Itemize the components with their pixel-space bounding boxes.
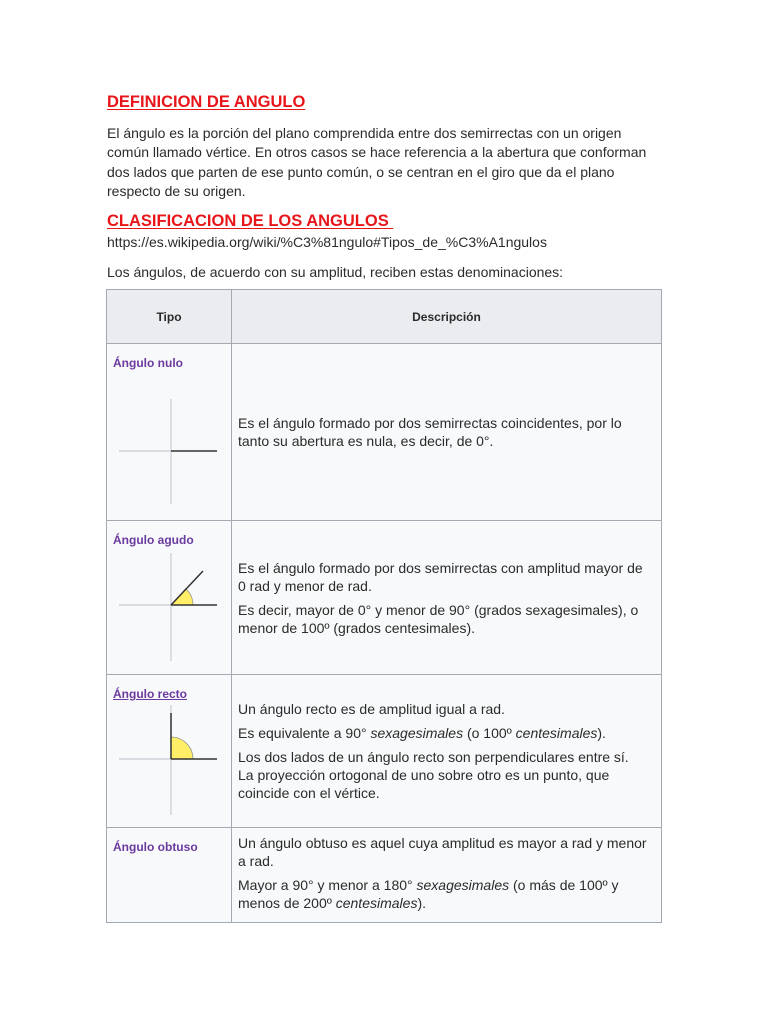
definition-text: El ángulo es la porción del plano comprendida entre dos semirrectas con un origen común llamado vértice. En otros casos se hace referencia a la abertura que conforman dos lados que parten de ese punto común, o se centran en el giro que da el plano respecto de su origen. <box>107 125 647 199</box>
obtuse-desc-2b: sexagesimales <box>416 877 510 893</box>
table-row <box>107 828 662 923</box>
acute-angle-diagram <box>107 521 231 674</box>
source-url[interactable]: https://es.wikipedia.org/wiki/%C3%81ngulo#Tipos_de_%C3%A1ngulos <box>107 234 547 250</box>
header-type: Tipo <box>107 290 232 344</box>
type-cell-null <box>107 344 232 521</box>
acute-desc-2: Es decir, mayor de 0° y menor de 90° (grados sexagesimales), o menor de 100º (grados centesimales). <box>238 601 639 636</box>
right-desc-2d: centesimales <box>515 725 598 741</box>
definition-heading: DEFINICION DE ANGULO <box>107 93 306 111</box>
right-desc-2a: Es equivalente a 90° <box>238 725 371 741</box>
type-label-right[interactable]: Ángulo recto <box>113 687 187 701</box>
type-label-obtuse[interactable]: Ángulo obtuso <box>113 840 198 854</box>
desc-cell-obtuse <box>232 828 662 923</box>
obtuse-desc-1: Un ángulo obtuso es aquel cuya amplitud es mayor a rad y menor a rad. <box>238 835 647 869</box>
angle-types-table <box>106 289 662 923</box>
obtuse-desc-2d: centesimales <box>335 895 418 911</box>
type-cell-right <box>107 675 232 828</box>
null-desc: Es el ángulo formado por dos semirrectas coincidentes, por lo tanto su abertura es nula, es decir, de 0°. <box>238 415 622 449</box>
right-desc-2c: (o 100º <box>463 725 516 741</box>
obtuse-desc-2c: (o más de 100º y menos de 200º <box>238 877 619 911</box>
angle-arc <box>171 737 193 759</box>
type-cell-acute <box>107 521 232 675</box>
desc-cell-right <box>232 675 662 828</box>
type-cell-obtuse <box>107 828 232 923</box>
obtuse-desc-2 <box>238 876 653 912</box>
table-row <box>107 344 662 521</box>
right-angle-diagram <box>107 675 231 827</box>
right-desc-3b: La proyección ortogonal de uno sobre otro es un punto, que coincide con el vértice. <box>238 767 610 801</box>
obtuse-desc-2e: ). <box>417 895 426 911</box>
acute-desc-1: Es el ángulo formado por dos semirrectas con amplitud mayor de 0 rad y menor de rad. <box>238 559 643 594</box>
right-desc-3 <box>238 748 653 802</box>
table-row <box>107 521 662 675</box>
table-row <box>107 675 662 828</box>
table-header-row <box>107 290 662 344</box>
classification-lead: Los ángulos, de acuerdo con su amplitud, reciben estas denominaciones: <box>107 264 564 280</box>
classification-heading: CLASIFICACION DE LOS ANGULOS <box>107 212 394 230</box>
right-desc-2 <box>238 724 653 742</box>
type-label-null[interactable]: Ángulo nulo <box>113 356 183 370</box>
right-desc-3a: Los dos lados de un ángulo recto son perpendiculares entre sí. <box>238 749 629 765</box>
right-desc-1: Un ángulo recto es de amplitud igual a rad. <box>238 701 505 717</box>
right-desc-2e: ). <box>597 725 606 741</box>
obtuse-desc-2a: Mayor a 90° y menor a 180° <box>238 877 417 893</box>
type-label-acute[interactable]: Ángulo agudo <box>113 533 194 547</box>
desc-cell-acute <box>232 521 662 675</box>
header-description: Descripción <box>232 290 662 344</box>
right-desc-2b: sexagesimales <box>370 725 464 741</box>
desc-cell-null <box>232 344 662 521</box>
null-angle-diagram <box>107 344 231 520</box>
